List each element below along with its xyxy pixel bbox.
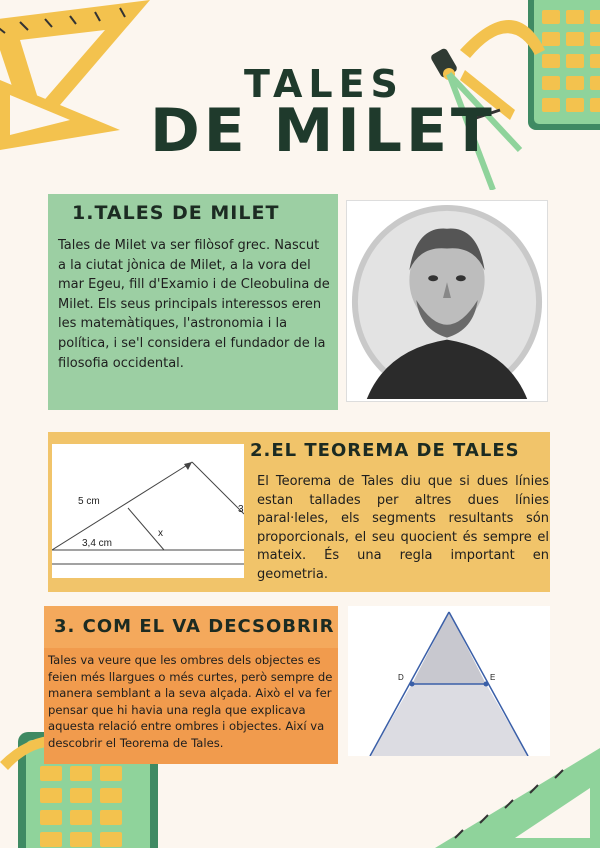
section2-heading: 2.EL TEOREMA DE TALES	[250, 440, 520, 461]
section1-heading: 1.TALES DE MILET	[72, 202, 280, 224]
set-square-icon	[0, 0, 170, 150]
thales-theorem-diagram	[52, 444, 244, 578]
set-square-icon	[405, 748, 600, 848]
diagram-label-3: 3	[238, 504, 244, 515]
diagram-label-5cm: 5 cm	[78, 496, 100, 507]
page-title-line1: TALES	[244, 62, 404, 106]
page-title-line2: DE MILET	[150, 96, 496, 166]
diagram-label-x: x	[158, 528, 163, 539]
diagram-label-e: E	[490, 673, 496, 682]
section1-text: Tales de Milet va ser filòsof grec. Nascut a la ciutat jònica de Milet, a la vora del mar Egeu, fill d'Examio i de Cleobulina de Milet. Els seus principals interessos eren les matemàtiques, l'astronomia i la política, i se'l considera el fundador de la filosofia occidental.	[58, 238, 330, 371]
section2-text: El Teorema de Tales diu que si dues línies estan tallades per altres dues línies paral·leles, els segments resultants són proporcionals, el seu quocient és sempre el mateix. És una regla important en geometria.	[257, 474, 549, 582]
diagram-label-34cm: 3,4 cm	[82, 538, 113, 549]
thales-portrait-image	[346, 200, 548, 402]
similar-triangles-diagram	[348, 606, 550, 756]
section3-heading: 3. COM EL VA DECSOBRIR	[54, 616, 335, 637]
diagram-label-d: D	[398, 673, 404, 682]
section3-text: Tales va veure que les ombres dels objectes es feien més llargues o més curtes, però sempre de manera semblant a la seva alçada. Això el va fer pensar que hi havia una regla que explicava aquesta relació entre ombres i objectes. Així va descobrir el Teorema de Tales.	[48, 653, 333, 750]
